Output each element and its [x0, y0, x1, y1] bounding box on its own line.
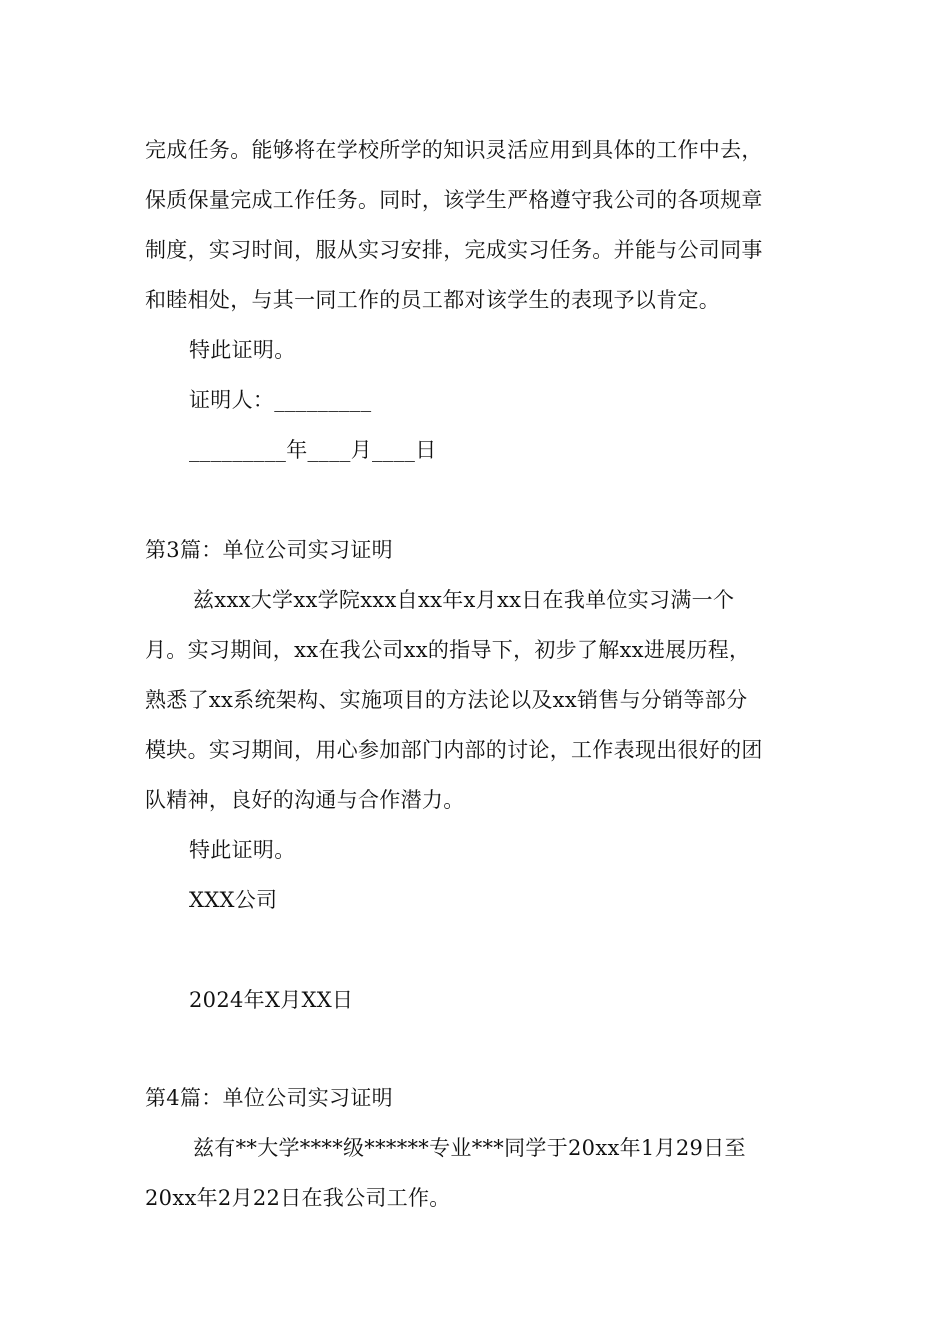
- section2-paragraph-line: 和睦相处，与其一同工作的员工都对该学生的表现予以肯定。: [145, 288, 721, 312]
- section3-paragraph-line: 熟悉了xx系统架构、实施项目的方法论以及xx销售与分销等部分: [145, 688, 748, 712]
- section2-paragraph-line: 保质保量完成工作任务。同时，该学生严格遵守我公司的各项规章: [145, 188, 763, 212]
- section3-paragraph-line: 队精神，良好的沟通与合作潜力。: [145, 788, 465, 812]
- section3-paragraph-line: 月。实习期间，xx在我公司xx的指导下，初步了解xx进展历程，: [145, 638, 751, 662]
- section2-paragraph-line: 制度，实习时间，服从实习安排，完成实习任务。并能与公司同事: [145, 238, 763, 262]
- section2-certifier: 证明人：_________: [189, 388, 372, 412]
- section4-heading: 第4篇：单位公司实习证明: [145, 1086, 393, 1110]
- section3-paragraph-line: 兹xxx大学xx学院xxx自xx年x月xx日在我单位实习满一个: [193, 588, 735, 612]
- section3-company: XXX公司: [189, 888, 278, 912]
- section3-paragraph-line: 模块。实习期间，用心参加部门内部的讨论，工作表现出很好的团: [145, 738, 763, 762]
- section2-paragraph-line: 完成任务。能够将在学校所学的知识灵活应用到具体的工作中去，: [145, 138, 763, 162]
- section3-heading: 第3篇：单位公司实习证明: [145, 538, 393, 562]
- section4-paragraph-line: 兹有**大学****级******专业***同学于20xx年1月29日至: [193, 1136, 746, 1160]
- section3-closing: 特此证明。: [189, 838, 296, 862]
- section2-closing: 特此证明。: [189, 338, 296, 362]
- section4-paragraph-line: 20xx年2月22日在我公司工作。: [145, 1186, 451, 1210]
- section3-date: 2024年X月XX日: [189, 988, 354, 1012]
- section2-date-line: _________年____月____日: [189, 438, 437, 462]
